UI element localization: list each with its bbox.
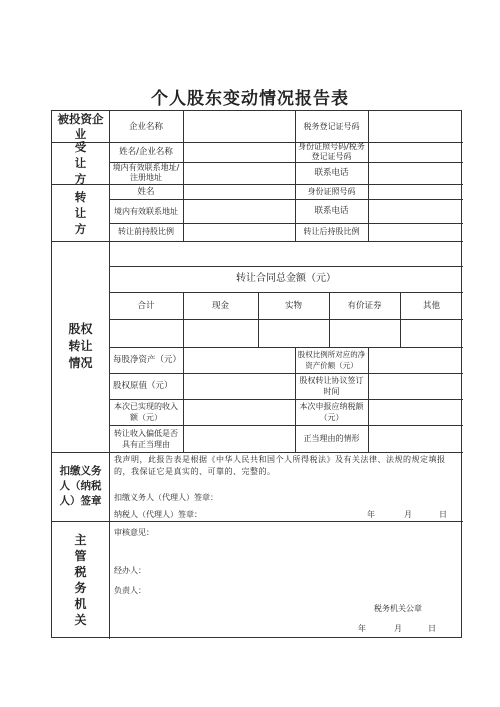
- transferor-phone-label: 联系电话: [314, 206, 349, 216]
- transferee-id-label: 身份证照号码/税务登记证号码: [298, 142, 365, 161]
- review-label: 审核意见：: [114, 528, 154, 537]
- value-cash-field[interactable]: [183, 319, 258, 347]
- ratio-before-field[interactable]: [183, 223, 295, 241]
- taxpayer-sign-label: 纳税人（代理人）签章：: [114, 510, 202, 519]
- net-assets-field[interactable]: [183, 347, 295, 373]
- signature-label: 扣缴义务人（纳税人）签章: [59, 465, 102, 507]
- transferor-name-field[interactable]: [183, 184, 295, 199]
- ratio-before-label: 转让前持股比例: [118, 227, 174, 236]
- transferor-phone-field[interactable]: [368, 199, 463, 223]
- realized-income-field[interactable]: [183, 399, 295, 425]
- report-form: [51, 110, 462, 638]
- sign-year: 年: [367, 510, 375, 519]
- section-investee: 被投资企业: [57, 111, 104, 141]
- transferee-phone-field[interactable]: [368, 162, 463, 184]
- page-title: 个人股东变动情况报告表: [151, 89, 349, 109]
- value-securities-field[interactable]: [329, 319, 400, 347]
- company-name-label: 企业名称: [128, 121, 163, 132]
- transferee-address-label: 境内有效联系地址/注册地址: [112, 163, 180, 182]
- original-value-field[interactable]: [183, 373, 295, 399]
- authority-day: 日: [428, 624, 436, 633]
- ratio-after-field[interactable]: [368, 223, 463, 241]
- value-other-field[interactable]: [400, 319, 463, 347]
- company-name-field[interactable]: [183, 111, 295, 142]
- tax-payable-field[interactable]: [368, 399, 463, 425]
- transferee-name-field[interactable]: [183, 142, 295, 162]
- value-total-field[interactable]: [109, 319, 183, 347]
- transferee-phone-label: 联系电话: [314, 168, 349, 178]
- transferor-address-field[interactable]: [183, 199, 295, 223]
- transferor-id-field[interactable]: [368, 184, 463, 199]
- seal-label: 税务机关公章: [374, 604, 422, 613]
- sign-date-label: 股权转让协议签订时间: [299, 376, 364, 396]
- equity-label: 股权转让情况: [68, 322, 93, 370]
- transferor-name-label: 姓名: [137, 186, 155, 197]
- low-income-field[interactable]: [183, 425, 295, 452]
- sign-date-field[interactable]: [368, 373, 463, 399]
- justified-label: 正当理由的情形: [303, 433, 360, 443]
- section-authority: [52, 521, 109, 639]
- low-income-label: 转让收入偏低是否具有正当理由: [114, 428, 178, 449]
- justified-field[interactable]: [368, 425, 463, 452]
- net-assets-ratio-label: 股权比例所对应的净资产价额（元）: [297, 350, 366, 370]
- responsible-label: 负责人：: [114, 586, 146, 595]
- authority-year: 年: [358, 624, 366, 633]
- transferee-name-label: 姓名/企业名称: [119, 147, 173, 157]
- contract-total-label: 转让合同总金额（元）: [236, 273, 336, 284]
- net-assets-label: 每股净资产（元）: [113, 355, 182, 365]
- col-cash: 现金: [211, 300, 229, 311]
- declaration-text: 我声明，此报告表是根据《中华人民共和国个人所得税法》及有关法律、法规的规定填报的，我保证它是真实的、可靠的、完整的。: [114, 455, 446, 476]
- value-in-kind-field[interactable]: [258, 319, 329, 347]
- section-transferor: [52, 184, 109, 241]
- section-equity: [52, 241, 109, 452]
- section-transferee: [52, 142, 109, 184]
- authority-month: 月: [394, 624, 402, 633]
- col-securities: 有价证券: [347, 300, 382, 311]
- tax-payable-label: 本次申报应纳税额（元）: [299, 402, 364, 422]
- handler-label: 经办人：: [114, 566, 146, 575]
- col-other: 其他: [422, 300, 440, 311]
- sign-day: 日: [439, 510, 447, 519]
- ratio-after-label: 转让后持股比例: [303, 227, 360, 236]
- col-total: 合计: [137, 300, 155, 311]
- tax-reg-no-label: 税务登记证号码: [303, 121, 360, 131]
- col-in-kind: 实物: [284, 300, 302, 311]
- agent-sign-label: 扣缴义务人（代理人）签章：: [114, 493, 218, 502]
- transferor-address-label: 境内有效联系地址: [114, 206, 178, 216]
- transferor-id-label: 身份证照号码: [307, 186, 356, 196]
- transferee-address-field[interactable]: [183, 162, 295, 184]
- section-signature: [52, 452, 109, 521]
- realized-income-label: 本次已实现的收入额（元）: [114, 402, 178, 422]
- sign-month: 月: [404, 510, 412, 519]
- transferee-id-field[interactable]: [368, 142, 463, 162]
- transferor-label: 转让方: [74, 189, 87, 236]
- authority-label: 主管税务机关: [74, 533, 87, 627]
- tax-reg-no-field[interactable]: [368, 111, 463, 142]
- original-value-label: 股权原值（元）: [113, 381, 173, 391]
- net-assets-ratio-field[interactable]: [368, 347, 463, 373]
- transferee-label: 受让方: [74, 140, 87, 186]
